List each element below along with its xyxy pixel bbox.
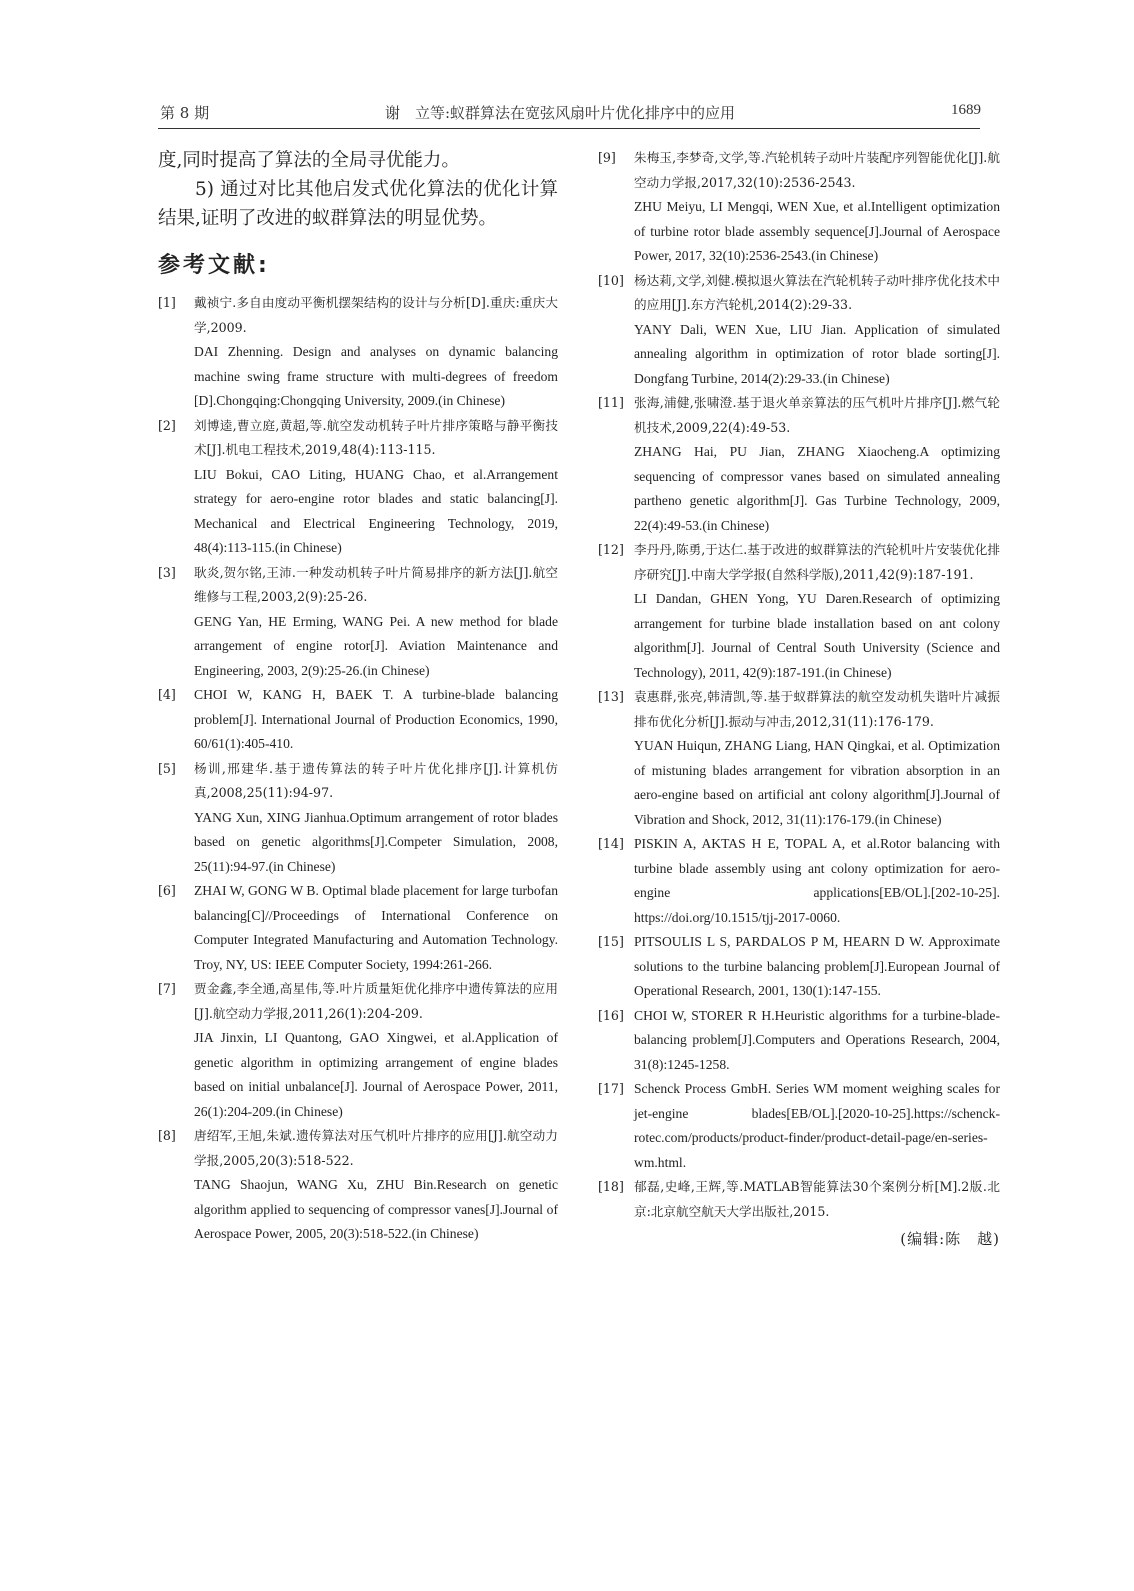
reference-item: [158, 291, 558, 414]
reference-number: [6]: [158, 883, 176, 898]
reference-text-chinese: 杨训,邢建华.基于遗传算法的转子叶片优化排序[J].计算机仿真,2008,25(11):94-97.: [194, 760, 558, 800]
reference-text-english: LIU Bokui, CAO Liting, HUANG Chao, et al.Arrangement strategy for aero-engine rotor blades and static balancing[J]. Mechanical and Electrical Engineering Technology, 2019, 48(4):113-115.(in Chinese): [194, 466, 558, 555]
reference-item: [598, 930, 1000, 1004]
reference-text-chinese: 戴祯宁.多自由度动平衡机摆架结构的设计与分析[D].重庆:重庆大学,2009.: [194, 295, 558, 335]
reference-text-english: YUAN Huiqun, ZHANG Liang, HAN Qingkai, et al. Optimization of mistuning blades arrangement for vibration absorption in an aero-engine based on artificial ant colony algorithm[J].Journal of Vibration and Shock, 2012, 31(11):176-179.(in Chinese): [634, 738, 1000, 827]
reference-list-left: [158, 291, 558, 1247]
header-rule: [158, 128, 980, 129]
reference-number: [13]: [598, 689, 624, 704]
reference-item: [158, 879, 558, 977]
reference-text-english: JIA Jinxin, LI Quantong, GAO Xingwei, et al.Application of genetic algorithm in optimizing arrangement of engine blades based on initial unbalance[J]. Journal of Aerospace Power, 2011, 26(1):204-209.(in Chinese): [194, 1030, 558, 1119]
page-number: 1689: [951, 102, 981, 118]
right-column: [598, 146, 1000, 1249]
reference-text-english: CHOI W, STORER R H.Heuristic algorithms for a turbine-blade-balancing problem[J].Computers and Operations Research, 2004, 31(8):1245-1258.: [634, 1007, 1000, 1072]
reference-number: [3]: [158, 564, 176, 580]
reference-number: [17]: [598, 1081, 624, 1096]
issue-label: 第 8 期: [160, 104, 210, 122]
reference-text-chinese: 刘博逵,曹立庭,黄超,等.航空发动机转子叶片排序策略与静平衡技术[J].机电工程技术,2019,48(4):113-115.: [194, 417, 558, 457]
reference-text-chinese: 贾金鑫,李全通,高星伟,等.叶片质量矩优化排序中遗传算法的应用[J].航空动力学报,2011,26(1):204-209.: [194, 981, 558, 1021]
reference-text-english: CHOI W, KANG H, BAEK T. A turbine-blade balancing problem[J]. International Journal of Production Economics, 1990, 60/61(1):405-410.: [194, 687, 558, 751]
reference-text-english: GENG Yan, HE Erming, WANG Pei. A new method for blade arrangement of engine rotor[J]. Aviation Maintenance and Engineering, 2003, 2(9):25-26.(in Chinese): [194, 613, 558, 678]
editor-credit: (编辑:陈 越): [900, 1230, 1000, 1248]
reference-number: [12]: [598, 542, 624, 557]
reference-number: [4]: [158, 687, 176, 702]
reference-text-chinese: 唐绍军,王旭,朱斌.遗传算法对压气机叶片排序的应用[J].航空动力学报,2005,20(3):518-522.: [194, 1128, 558, 1168]
reference-text-english: PITSOULIS L S, PARDALOS P M, HEARN D W. Approximate solutions to the turbine balancing problem[J].European Journal of Operational Research, 2001, 130(1):147-155.: [634, 934, 1000, 998]
reference-number: [18]: [598, 1179, 624, 1194]
reference-number: [10]: [598, 272, 624, 288]
reference-text-chinese: 袁惠群,张亮,韩清凯,等.基于蚁群算法的航空发动机失谐叶片减振排布优化分析[J].振动与冲击,2012,31(11):176-179.: [634, 689, 1000, 729]
reference-item: [598, 1004, 1000, 1078]
reference-text-chinese: 耿炎,贺尔铭,王沛.一种发动机转子叶片简易排序的新方法[J].航空维修与工程,2003,2(9):25-26.: [194, 564, 558, 604]
reference-number: [15]: [598, 934, 624, 949]
reference-text-chinese: 李丹丹,陈勇,于达仁.基于改进的蚁群算法的汽轮机叶片安装优化排序研究[J].中南大学学报(自然科学版),2011,42(9):187-191.: [634, 542, 1000, 582]
reference-number: [14]: [598, 836, 624, 851]
reference-item: [598, 269, 1000, 392]
reference-text-english: DAI Zhenning. Design and analyses on dynamic balancing machine swing frame structure with multi-degrees of freedom [D].Chongqing:Chongqing University, 2009.(in Chinese): [194, 344, 558, 408]
reference-text-english: Schenck Process GmbH. Series WM moment weighing scales for jet-engine blades[EB/OL].[2020-10-25].https://schenck-rotec.com/products/product-finder/product-detail-page/en-series-wm.html.: [634, 1081, 1000, 1170]
reference-text-english: ZHANG Hai, PU Jian, ZHANG Xiaocheng.A optimizing sequencing of compressor vanes based on simulated annealing partheno genetic algorithm[J]. Gas Turbine Technology, 2009, 22(4):49-53.(in Chinese): [634, 444, 1000, 533]
body-paragraph-1: 度,同时提高了算法的全局寻优能力。: [158, 150, 460, 171]
reference-number: [7]: [158, 981, 176, 996]
reference-number: [2]: [158, 417, 176, 433]
reference-number: [16]: [598, 1007, 624, 1023]
body-paragraph-2: 5) 通过对比其他启发式优化算法的优化计算结果,证明了改进的蚁群算法的明显优势。: [158, 179, 558, 229]
reference-text-english: LI Dandan, GHEN Yong, YU Daren.Research of optimizing arrangement for turbine blade installation based on ant colony algorithm[J]. Journal of Central South University (Science and Technology), 2011, 42(9):187-191.(in Chinese): [634, 591, 1000, 680]
reference-number: [9]: [598, 150, 616, 165]
references-heading: 参考文献:: [158, 253, 270, 278]
reference-text-chinese: 郁磊,史峰,王辉,等.MATLAB智能算法30个案例分析[M].2版.北京:北京航空航天大学出版社,2015.: [634, 1179, 1000, 1219]
reference-item: [598, 832, 1000, 930]
running-title: 谢 立等:蚁群算法在宽弦风扇叶片优化排序中的应用: [385, 104, 736, 122]
reference-item: [158, 757, 558, 880]
reference-item: [598, 1077, 1000, 1175]
reference-text-chinese: 朱梅玉,李梦奇,文学,等.汽轮机转子动叶片装配序列智能优化[J].航空动力学报,2017,32(10):2536-2543.: [634, 150, 1000, 190]
reference-text-chinese: 张海,浦健,张啸澄.基于退火单亲算法的压气机叶片排序[J].燃气轮机技术,2009,22(4):49-53.: [634, 395, 1000, 435]
reference-item: [598, 1175, 1000, 1224]
reference-item: [158, 1124, 558, 1247]
reference-text-chinese: 杨达莉,文学,刘健.模拟退火算法在汽轮机转子动叶排序优化技术中的应用[J].东方汽轮机,2014(2):29-33.: [634, 272, 1000, 312]
reference-text-english: YANY Dali, WEN Xue, LIU Jian. Application of simulated annealing algorithm in optimization of rotor blade sorting[J]. Dongfang Turbine, 2014(2):29-33.(in Chinese): [634, 321, 1000, 386]
reference-item: [158, 977, 558, 1124]
reference-text-english: TANG Shaojun, WANG Xu, ZHU Bin.Research on genetic algorithm applied to sequencing of compressor vanes[J].Journal of Aerospace Power, 2005, 20(3):518-522.(in Chinese): [194, 1177, 558, 1241]
reference-item: [598, 146, 1000, 269]
reference-text-english: ZHU Meiyu, LI Mengqi, WEN Xue, et al.Intelligent optimization of turbine rotor blade assembly sequence[J].Journal of Aerospace Power, 2017, 32(10):2536-2543.(in Chinese): [634, 199, 1000, 263]
reference-number: [5]: [158, 760, 176, 776]
reference-item: [598, 685, 1000, 832]
reference-number: [8]: [158, 1128, 176, 1143]
reference-list-right: [598, 146, 1000, 1224]
reference-text-english: YANG Xun, XING Jianhua.Optimum arrangement of rotor blades based on genetic algorithms[J].Competer Simulation, 2008, 25(11):94-97.(in Chinese): [194, 809, 558, 874]
reference-item: [158, 561, 558, 684]
reference-item: [158, 414, 558, 561]
reference-text-english: ZHAI W, GONG W B. Optimal blade placement for large turbofan balancing[C]//Proceedings of International Conference on Computer Integrated Manufacturing and Automation Technology. Troy, NY, US: IEEE Computer Society, 1994:261-266.: [194, 883, 558, 972]
reference-number: [11]: [598, 395, 624, 410]
reference-text-english: PISKIN A, AKTAS H E, TOPAL A, et al.Rotor balancing with turbine blade assembly using ant colony optimization for aero-engine applications[EB/OL].[202-10-25]. https://doi.org/10.1515/tjj-2017-0060.: [634, 836, 1000, 925]
reference-item: [158, 683, 558, 757]
left-column: [158, 146, 558, 1247]
reference-number: [1]: [158, 295, 176, 310]
reference-item: [598, 538, 1000, 685]
reference-item: [598, 391, 1000, 538]
